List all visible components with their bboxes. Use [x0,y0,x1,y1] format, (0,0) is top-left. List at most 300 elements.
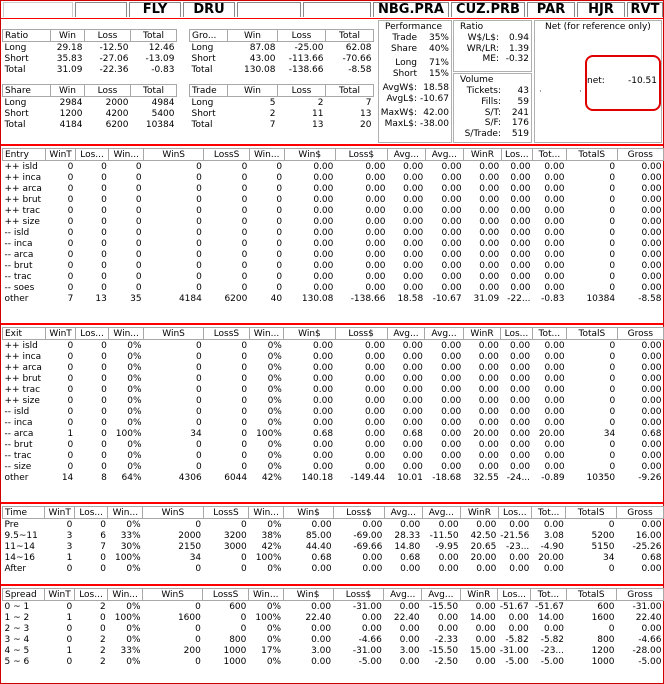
table-cell: 0.00 [403,172,424,183]
table-cell: 2 [317,97,324,108]
table-cell: 0.00 [509,519,530,530]
table-cell: 0.00 [510,428,531,439]
table-cell: After [4,563,27,574]
spread-table-header[interactable]: Gross [616,589,663,601]
share-table-header[interactable]: Loss [85,85,131,97]
table-cell: -9.95 [435,541,459,552]
exit-table-header[interactable]: TotalS [567,328,618,340]
spread-table-header[interactable]: Win... [108,589,143,601]
table-row [190,42,374,54]
entry-table-header[interactable]: Win$ [284,149,335,161]
exit-table-header[interactable]: Win... [249,328,284,340]
table-cell: -- inca [4,238,33,249]
table-cell: 0.00 [402,406,423,417]
ratio-table-header[interactable]: Total [131,30,177,42]
table-cell: 0.00 [441,205,462,216]
table-cell: 0.00 [510,395,531,406]
table-cell: 140.18 [301,472,334,483]
share-table-header[interactable]: Share [3,85,51,97]
time-table-header[interactable]: Win$ [284,507,334,519]
table-cell: 0.00 [479,238,500,249]
table-cell: 0 [100,552,106,563]
table-cell: 0.00 [641,563,662,574]
table-cell: 0 [101,194,107,205]
table-cell: 0 [196,260,202,271]
table-cell: -138.66 [350,293,386,304]
table-cell: 0.00 [510,183,531,194]
table-cell: 0 [276,205,283,216]
table-cell: 0.00 [313,260,334,271]
table-cell: 0.00 [438,552,459,563]
performance-label: Long [395,58,417,68]
table-cell: 4306 [178,472,202,483]
table-cell: 0 [67,450,74,461]
share-table-header[interactable]: Win [51,85,85,97]
table-cell: 0% [127,439,142,450]
table-row [3,64,177,75]
table-cell: 0 [609,282,616,293]
table-cell: -- inca [4,417,33,428]
table-cell: 5150 [591,541,615,552]
spread-table-header[interactable]: WinT [45,589,74,601]
table-cell: 0.00 [438,623,459,634]
table-cell: 6044 [224,472,248,483]
table-cell: 0 [101,260,107,271]
trade-table-header[interactable]: Loss [278,85,326,97]
table-cell: 0 [241,183,248,194]
table-cell: 0 [196,172,202,183]
table-cell: 0 [195,623,201,634]
entry-table-header[interactable]: WinR [464,149,502,161]
entry-table-header[interactable]: WinT [46,149,75,161]
table-cell: 0.00 [544,362,565,373]
table-cell: 0 [196,249,202,260]
table-cell: 0.00 [441,172,462,183]
table-cell: 0.68 [641,428,662,439]
spread-table-header[interactable]: LossS [203,589,249,601]
table-cell: 0.00 [478,406,499,417]
exit-table-header[interactable]: WinT [46,328,75,340]
ratio-table-header[interactable]: Ratio [3,30,51,42]
spread-table-header[interactable]: Avg... [422,589,460,601]
time-table-header[interactable]: Avg... [422,507,460,519]
time-table-header[interactable]: Time [3,507,45,519]
exit-table-header[interactable]: Win$ [284,328,335,340]
table-cell: 0% [127,395,142,406]
table-cell: 0 [609,351,616,362]
table-cell: 13 [312,119,324,130]
table-row [3,439,664,450]
table-cell: 1 [66,552,73,563]
table-row [3,634,664,645]
table-cell: 0 [195,362,202,373]
table-cell: 0.00 [478,362,499,373]
gross-table-header[interactable]: Total [326,30,374,42]
time-table-header[interactable]: Tot... [531,507,566,519]
table-cell: 0 [67,260,74,271]
entry-table-header[interactable]: WinS [144,149,204,161]
table-cell: 0 [240,623,247,634]
time-table-header[interactable]: WinR [461,507,499,519]
table-cell: 0.00 [641,172,662,183]
table-cell: 0.00 [361,623,382,634]
tab-blank-1[interactable] [3,2,73,17]
entry-table-header[interactable]: Entry [3,149,46,161]
table-cell: -0.83 [151,64,175,75]
table-cell: 0.00 [509,552,530,563]
table-cell: 0 [195,417,202,428]
table-cell: 0.68 [313,428,334,439]
table-cell: 0 [66,634,73,645]
spread-table-header[interactable]: WinS [143,589,203,601]
table-cell: 0 [67,172,74,183]
table-cell: 0.00 [313,161,334,172]
table-cell: 3 [66,530,73,541]
table-cell: ++ trac [4,205,41,216]
table-cell: 0% [126,519,141,530]
tab-dru[interactable]: DRU [183,2,235,17]
table-cell: 0 [241,384,248,395]
table-cell: 3 [66,541,73,552]
table-cell: 0.00 [544,183,565,194]
ratio-table-header[interactable]: Loss [85,30,131,42]
exit-table-header[interactable]: WinR [463,328,501,340]
trade-table-header[interactable]: Total [326,85,374,97]
exit-table-header[interactable]: Los... [75,328,109,340]
time-table-header[interactable]: Win... [108,507,143,519]
table-cell: 0 [67,395,74,406]
entry-table-header[interactable]: Gross [617,149,663,161]
table-cell: 0.00 [365,282,386,293]
gross-table-header[interactable]: Gro... [190,30,228,42]
spread-table-header[interactable]: Avg... [384,589,422,601]
table-cell: 0.00 [365,205,386,216]
spread-table-header[interactable]: WinR [460,589,498,601]
volume-label: S/T: [484,107,501,118]
entry-table-header[interactable]: Win... [249,149,284,161]
table-cell: 0.00 [510,238,531,249]
table-cell: 5400 [151,108,175,119]
table-row [3,362,664,373]
table-cell: -70.66 [342,53,372,64]
table-cell: 20 [360,119,372,130]
table-cell: 38% [261,530,282,541]
table-cell: 0 [241,450,248,461]
table-cell: 33% [120,645,141,656]
time-table-header[interactable]: WinT [45,507,74,519]
time-table-header[interactable]: Los... [74,507,108,519]
table-cell: ++ isld [4,340,38,351]
table-cell: 0.00 [313,271,334,282]
table-cell: 0 [101,161,107,172]
table-cell: 0.00 [510,384,531,395]
time-table-header[interactable]: Gross [616,507,663,519]
table-cell: 0.00 [313,384,334,395]
table-cell: 0 [135,205,142,216]
table-cell: 0 [196,238,202,249]
exit-table [2,327,664,483]
table-cell: 31.09 [56,64,83,75]
time-table-header[interactable]: Win... [249,507,284,519]
spread-table-header[interactable]: Los... [498,589,531,601]
spread-table-header[interactable]: Win$ [283,589,333,601]
table-cell: 40 [270,293,283,304]
ratio-panel [453,20,532,72]
table-cell: 32.55 [473,472,499,483]
time-table-header[interactable]: Avg... [384,507,422,519]
table-cell: 0 [101,282,107,293]
table-cell: 0 [241,519,247,530]
table-cell: -5.00 [540,656,565,667]
table-cell: 0.00 [399,634,420,645]
table-cell: 0 [66,601,73,612]
table-cell: 0 [195,601,201,612]
table-cell: 3.00 [311,645,332,656]
table-cell: 0.00 [311,563,332,574]
table-cell: 0 [195,519,202,530]
table-cell: 11 [312,108,324,119]
tab-rvt[interactable]: RVT [627,2,663,17]
table-cell: 0 [67,384,74,395]
table-cell: ++ inca [4,172,42,183]
table-cell: 0.00 [510,282,531,293]
table-cell: 0 [609,205,616,216]
table-cell: 0.00 [313,282,334,293]
table-cell: 0 [101,439,107,450]
table-cell: 0 [196,194,202,205]
table-cell: -15.50 [429,601,459,612]
entry-table-header[interactable]: TotalS [566,149,617,161]
table-row [3,384,664,395]
tab-blank-3[interactable] [237,2,301,17]
table-cell: 130.08 [244,64,276,75]
table-cell: 0 [241,227,248,238]
table-cell: 0 [100,623,106,634]
tab-blank-2[interactable] [75,2,127,17]
table-cell: 17% [261,645,282,656]
table-cell: 0 [241,395,248,406]
table-cell: 0 [195,340,202,351]
gross-table-header[interactable]: Loss [278,30,326,42]
table-cell: -- arca [4,428,34,439]
table-cell: 2 [100,656,106,667]
table-row [3,293,664,304]
table-cell: 1600 [591,612,615,623]
table-cell: 0% [126,634,141,645]
table-cell: 5200 [591,530,615,541]
table-cell: 0.00 [641,384,662,395]
tab-cuz-prb[interactable]: CUZ.PRB [451,2,525,17]
table-cell: 0 [241,216,248,227]
table-cell: 0 [67,340,74,351]
table-cell: 4184 [59,119,83,130]
table-cell: 0.00 [641,271,662,282]
table-cell: 34 [603,428,616,439]
tab-hjr[interactable]: HJR [577,2,625,17]
table-row [3,97,177,109]
table-cell: 0 [67,439,74,450]
time-table-header[interactable]: TotalS [566,507,617,519]
table-row [3,461,664,472]
table-row [3,656,664,667]
table-cell: 0.00 [510,161,531,172]
exit-table-header[interactable]: Los... [501,328,532,340]
tab-fly[interactable]: FLY [129,2,181,17]
table-cell: 5 ~ 6 [4,656,30,667]
table-cell: 0 [135,227,142,238]
table-cell: 0.00 [311,519,332,530]
table-cell: 0.00 [313,395,334,406]
table-cell: 0.00 [641,623,662,634]
table-cell: 0 [609,161,616,172]
table-cell: 0.00 [641,161,662,172]
table-cell: 0.00 [403,238,424,249]
table-row [3,161,664,173]
entry-table-header[interactable]: Win... [109,149,144,161]
exit-table-header[interactable]: Avg... [425,328,463,340]
exit-table-header[interactable]: Exit [3,328,46,340]
time-table-header[interactable]: Los... [498,507,531,519]
table-row [190,119,374,130]
tab-par[interactable]: PAR [527,2,575,17]
ratio-box-value: 0.94 [508,33,529,43]
performance-value: 71% [428,58,449,68]
table-row [3,271,664,282]
entry-table-header[interactable]: Los... [75,149,109,161]
table-cell: 0.00 [478,439,499,450]
table-cell: 0.00 [365,406,386,417]
table-cell: -5.00 [638,656,662,667]
exit-table-header[interactable]: Gross [617,328,663,340]
table-cell: 1200 [591,645,615,656]
exit-table-header[interactable]: Tot... [532,328,567,340]
table-cell: 0.00 [311,601,332,612]
exit-table-header[interactable]: Win... [109,328,144,340]
table-cell: 0.00 [365,183,386,194]
table-cell: 0 [609,362,616,373]
table-cell: 0.00 [365,172,386,183]
volume-value: 176 [511,118,529,129]
time-table-header[interactable]: Loss$ [334,507,385,519]
table-cell: 0.00 [441,351,462,362]
table-cell: 2 ~ 3 [4,623,30,634]
table-cell: 0.00 [544,373,565,384]
table-cell: 1600 [177,612,201,623]
table-cell: 0 [101,227,107,238]
table-cell: 0.00 [544,205,565,216]
table-cell: 0 [276,194,283,205]
table-cell: 0.00 [403,282,424,293]
entry-table-header[interactable]: Los... [501,149,532,161]
table-cell: 0.00 [475,656,496,667]
entry-table [2,148,664,304]
table-row [3,340,664,352]
table-cell: 0 [100,563,106,574]
table-cell: 0 [67,362,74,373]
entry-section [2,148,664,304]
entry-table-header[interactable]: Tot... [532,149,566,161]
entry-table-header[interactable]: Loss$ [335,149,387,161]
exit-table-header[interactable]: Avg... [387,328,425,340]
table-cell: 0 [609,238,616,249]
table-cell: 3 ~ 4 [4,634,30,645]
spread-table-header[interactable]: Tot... [531,589,566,601]
entry-table-header[interactable]: LossS [204,149,250,161]
ratio-box-label: W$/L$: [467,33,499,43]
table-row [190,108,374,119]
spread-table-header[interactable]: Los... [74,589,108,601]
table-cell: 0 [196,183,202,194]
table-cell: 10.01 [397,472,423,483]
table-cell: 0.00 [365,461,386,472]
table-cell: 0.00 [365,227,386,238]
table-cell: -5.82 [505,634,529,645]
table-cell: -5.00 [505,656,529,667]
spread-table-header[interactable]: Spread [3,589,45,601]
table-cell: 0 [135,172,142,183]
table-cell: 14 [61,472,74,483]
trade-table-header[interactable]: Trade [190,85,228,97]
table-cell: 0 [609,406,616,417]
table-cell: 0 [67,161,74,172]
time-table-header[interactable]: WinS [143,507,203,519]
table-cell: 0 [241,282,248,293]
tab-blank-4[interactable] [303,2,371,17]
table-cell: 0% [266,634,282,645]
table-row [3,601,664,613]
table-row [3,205,664,216]
table-cell: 0.00 [402,340,423,351]
ratio-table-header[interactable]: Win [51,30,85,42]
table-cell: 0% [126,563,141,574]
exit-table-header[interactable]: WinS [144,328,204,340]
entry-table-header[interactable]: Avg... [425,149,463,161]
table-cell: 28.33 [394,530,421,541]
table-cell: 0 [135,194,142,205]
entry-table-header[interactable]: Avg... [387,149,425,161]
table-cell: ++ arca [4,183,42,194]
table-cell: 600 [597,601,615,612]
table-cell: 0 [241,161,248,172]
spread-table-header[interactable]: Win... [248,589,283,601]
volume-panel [453,73,532,143]
table-cell: 0.00 [478,395,499,406]
time-table-header[interactable]: LossS [203,507,249,519]
table-cell: 0% [127,362,142,373]
table-cell: 0.00 [365,384,386,395]
spread-table-header[interactable]: Loss$ [333,589,384,601]
table-cell: Short [191,108,216,119]
share-table-header[interactable]: Total [131,85,177,97]
table-cell: 0.00 [509,563,530,574]
table-cell: 0 [241,238,248,249]
table-cell: 0.00 [478,373,499,384]
gross-table-header[interactable]: Win [228,30,278,42]
table-cell: 0 [276,260,283,271]
table-row [3,249,664,260]
table-cell: 0.00 [479,194,500,205]
ratio-table [2,29,177,75]
spread-table-header[interactable]: TotalS [566,589,616,601]
exit-table-header[interactable]: Loss$ [335,328,387,340]
exit-table-header[interactable]: LossS [204,328,249,340]
trade-table-header[interactable]: Win [228,85,278,97]
table-cell: -- trac [4,450,32,461]
table-cell: 1 ~ 2 [4,612,30,623]
table-row [3,53,177,64]
table-cell: 0 [67,194,74,205]
tab-nbg-pra[interactable]: NBG.PRA [373,2,449,17]
